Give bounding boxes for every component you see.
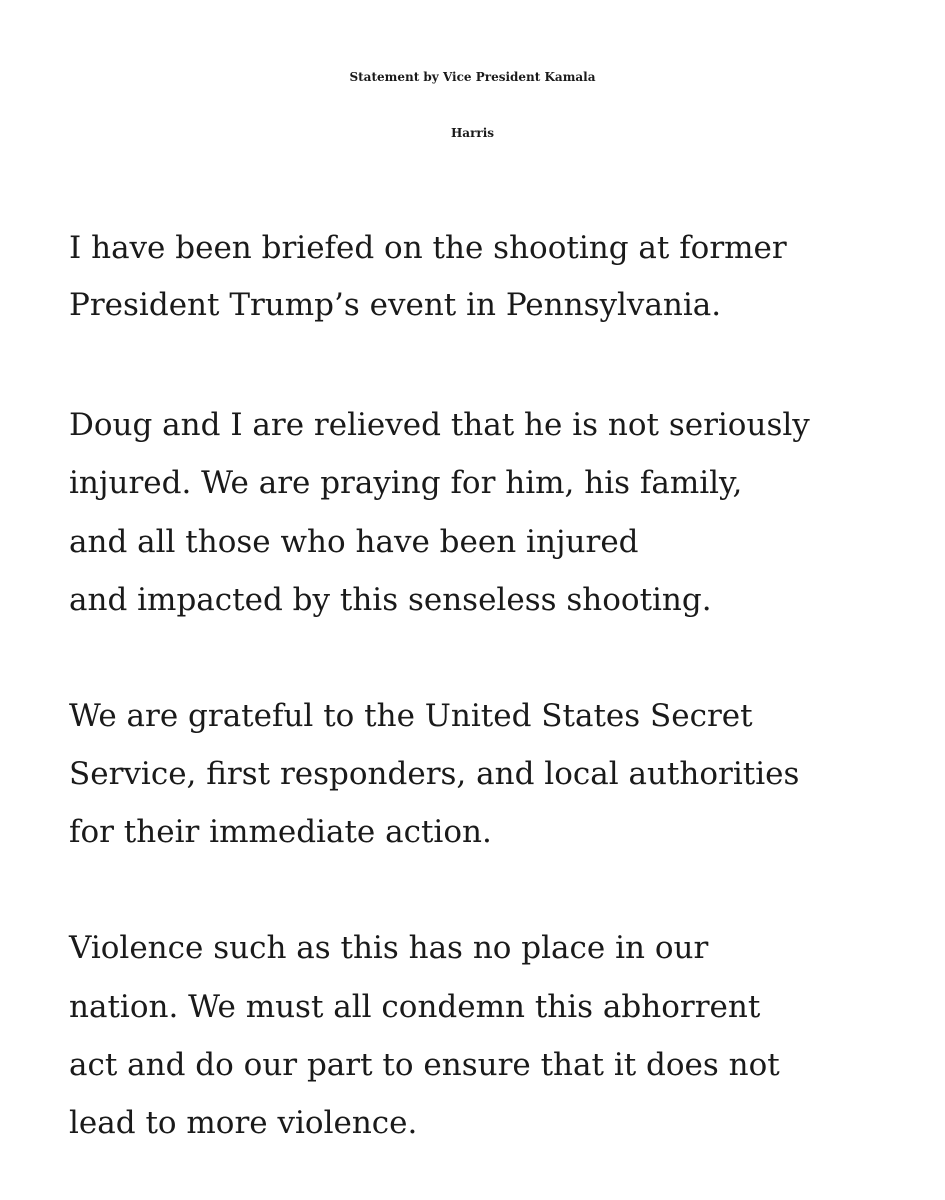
paragraph-line: President Trump’s event in Pennsylvania. <box>69 287 722 323</box>
paragraph-line: We are grateful to the United States Secret <box>69 698 753 734</box>
statement-title-line-1: Statement by Vice President Kamala <box>349 70 596 84</box>
paragraph-line: Violence such as this has no place in our <box>69 930 709 966</box>
paragraph-line: Service, first responders, and local authorities <box>69 756 800 792</box>
paragraph-line: I have been briefed on the shooting at former <box>69 230 787 266</box>
paragraph-line: nation. We must all condemn this abhorrent <box>69 989 761 1025</box>
paragraph-line: act and do our part to ensure that it does not <box>69 1047 780 1083</box>
paragraph-line: injured. We are praying for him, his family, <box>69 465 743 501</box>
paragraph-line: and impacted by this senseless shooting. <box>69 582 712 618</box>
paragraph-line: Doug and I are relieved that he is not seriously <box>69 407 810 443</box>
paragraph-line: and all those who have been injured <box>69 524 639 560</box>
paragraph-line: for their immediate action. <box>69 814 492 850</box>
paragraph-line: lead to more violence. <box>69 1105 418 1141</box>
statement-title-line-2: Harris <box>450 126 495 140</box>
